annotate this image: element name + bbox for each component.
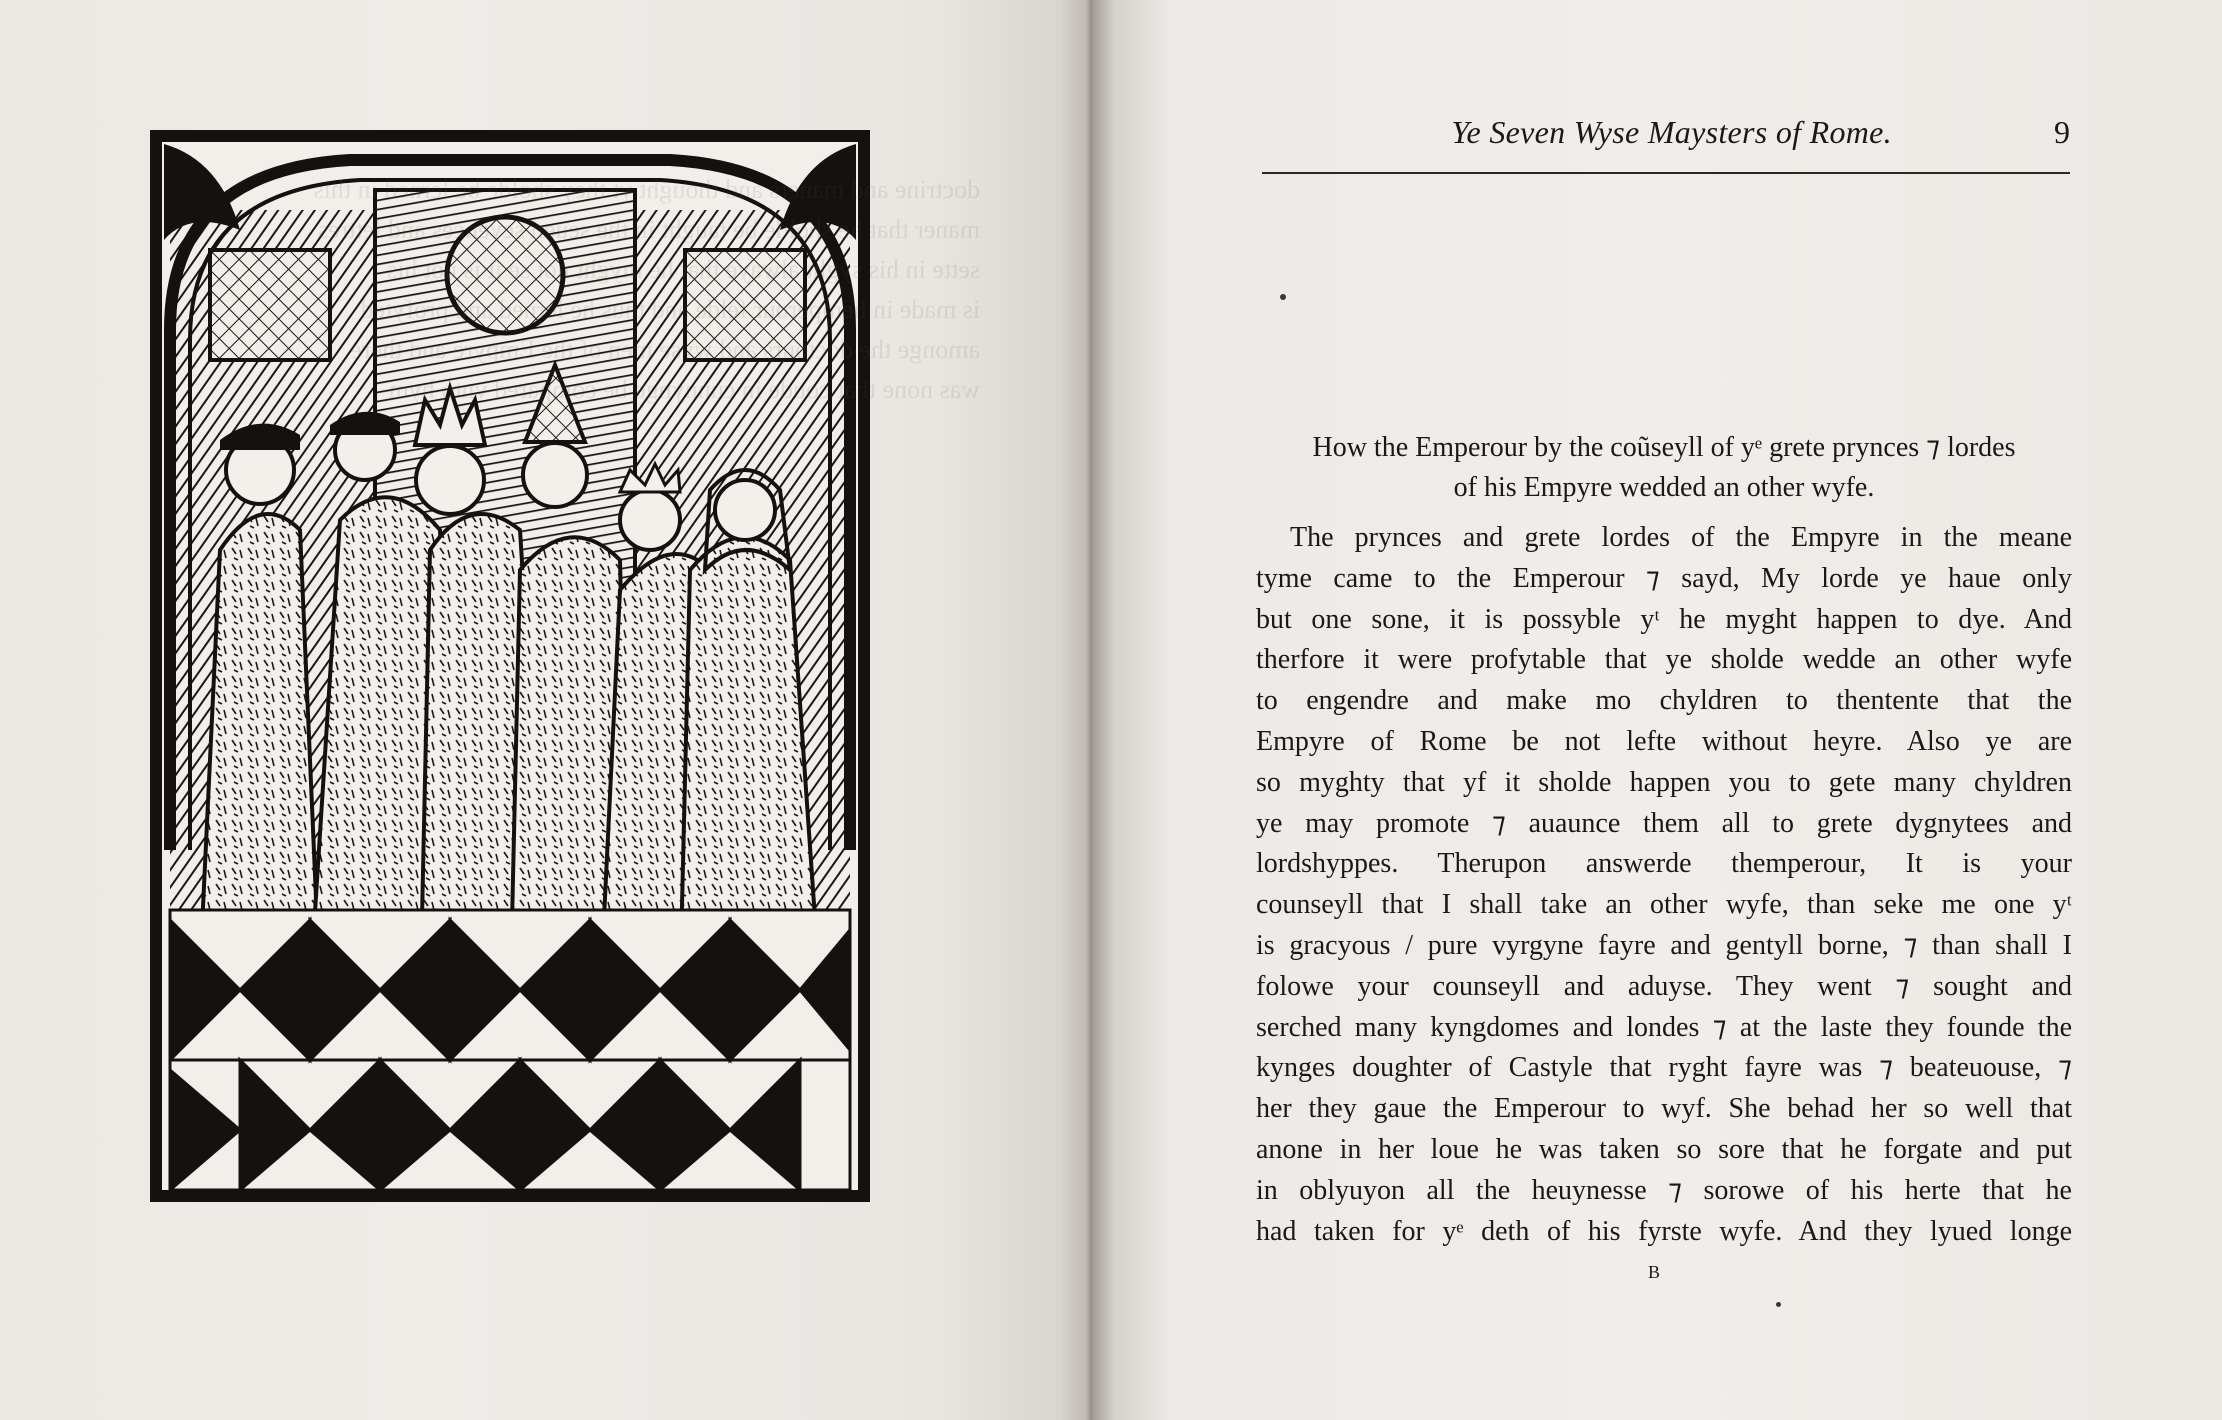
body-text — [1256, 518, 2072, 1252]
text-line: so myghty that yf it sholde happen you to gete many chyldren — [1256, 766, 2072, 798]
text-line: in oblyuyon all the heuynesse ⁊ sorowe of his herte that he — [1256, 1174, 2072, 1206]
text-line: anone in her loue he was taken so sore that he forgate and put — [1256, 1133, 2072, 1165]
text-line: serched many kyngdomes and londes ⁊ at the laste they founde the — [1256, 1011, 2072, 1043]
woodcut-wedding-scene-icon — [150, 130, 870, 1202]
show-through-text: doctrine maner that sette in his is made in amonge the was none — [859, 175, 980, 404]
ink-spot — [1776, 1302, 1781, 1307]
running-title: Ye Seven Wyse Maysters of Rome. — [1451, 114, 1892, 150]
left-page — [0, 0, 1092, 1420]
text-line: tyme came to the Emperour ⁊ sayd, My lorde ye haue only — [1256, 562, 2072, 594]
running-head — [1262, 112, 2070, 174]
chapter-heading — [1258, 428, 2070, 508]
woodcut-illustration — [150, 130, 870, 1202]
text-line: is gracyous / pure vyrgyne fayre and gentyll borne, ⁊ than shall I — [1256, 929, 2072, 961]
chapter-heading-line: of his Empyre wedded an other wyfe. — [1453, 472, 1875, 503]
text-line: folowe your counseyll and aduyse. They went ⁊ sought and — [1256, 970, 2072, 1002]
chapter-heading-line: How the Emperour by the coũseyll of yᵉ grete prynces ⁊ lordes — [1312, 432, 2016, 463]
text-line: kynges doughter of Castyle that ryght fayre was ⁊ beateuouse, ⁊ — [1256, 1052, 2072, 1084]
text-line: had taken for yᵉ deth of his fyrste wyfe. And they lyued longe — [1256, 1215, 2072, 1247]
ink-spot — [1280, 294, 1286, 300]
text-line: her they gaue the Emperour to wyf. She behad her so well that — [1256, 1093, 2072, 1125]
text-line: lordshyppes. Therupon answerde themperour, It is your — [1256, 848, 2072, 880]
text-line: The prynces and grete lordes of the Empyre in the meane — [1290, 522, 2072, 553]
text-line: therfore it were profytable that ye sholde wedde an other wyfe — [1256, 644, 2072, 676]
signature-mark: B — [1648, 1262, 1662, 1282]
text-line: but one sone, it is possyble yᵗ he myght happen to dye. And — [1256, 603, 2072, 635]
text-line: ye may promote ⁊ auaunce them all to grete dygnytees and — [1256, 807, 2072, 839]
page-number: 9 — [2054, 114, 2070, 150]
text-line: counseyll that I shall take an other wyfe, than seke me one yᵗ — [1256, 889, 2072, 921]
text-line: to engendre and make mo chyldren to thentente that the — [1256, 685, 2072, 717]
text-line: Empyre of Rome be not lefte without heyre. Also ye are — [1256, 725, 2072, 757]
